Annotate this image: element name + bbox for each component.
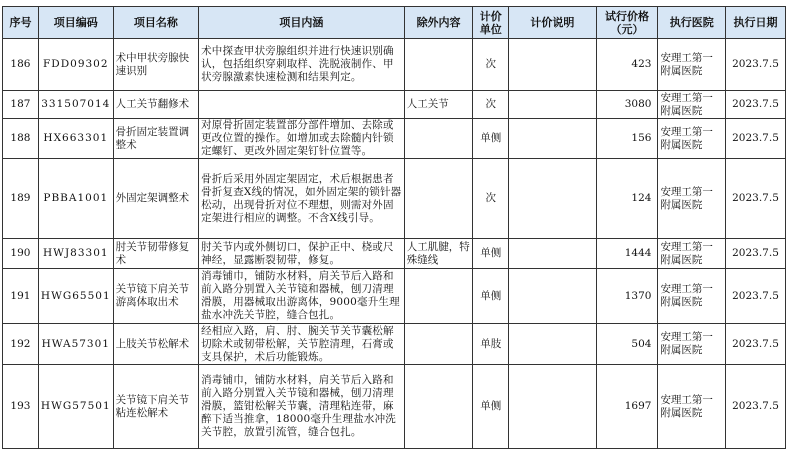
header-cell: 除外内容 — [404, 7, 473, 39]
row-number: 190 — [3, 239, 39, 269]
pricing-unit: 单侧 — [473, 119, 509, 159]
pricing-unit: 次 — [473, 39, 509, 91]
header-cell: 执行日期 — [726, 7, 786, 39]
hospital: 安理工第一附属医院 — [658, 119, 726, 159]
item-name: 关节镜下肩关节粘连松解术 — [113, 365, 198, 449]
header-cell: 执行医院 — [658, 7, 726, 39]
excluded-content — [404, 119, 473, 159]
excluded-content — [404, 324, 473, 365]
pricing-note — [509, 365, 596, 449]
trial-price: 423 — [596, 39, 658, 91]
header-cell: 试行价格（元） — [596, 7, 658, 39]
pricing-note — [509, 324, 596, 365]
excluded-content — [404, 39, 473, 91]
item-code: HWG65501 — [38, 269, 113, 324]
header-cell: 项目内涵 — [199, 7, 405, 39]
trial-price: 1370 — [596, 269, 658, 324]
table-row — [3, 39, 786, 91]
header-cell: 项目名称 — [113, 7, 198, 39]
effective-date: 2023.7.5 — [726, 239, 786, 269]
table-row — [3, 119, 786, 159]
row-number: 187 — [3, 91, 39, 119]
item-name: 人工关节翻修术 — [113, 91, 198, 119]
item-description: 消毒铺巾，铺防水材料，肩关节后入路和前入路分别置入关节镜和器械，刨刀清理滑膜，篮钳松解关节囊，清理粘连带，麻醉下适当推拿，18000毫升生理盐水冲洗关节腔，放置引流管，缝合包扎。 — [199, 365, 405, 449]
excluded-content — [404, 269, 473, 324]
hospital: 安理工第一附属医院 — [658, 159, 726, 239]
excluded-content: 人工关节 — [404, 91, 473, 119]
item-description: 经相应入路，肩、肘、腕关节关节囊松解切除术或韧带松解，关节腔清理，石膏或支具保护，术后功能锻炼。 — [199, 324, 405, 365]
row-number: 186 — [3, 39, 39, 91]
pricing-note — [509, 119, 596, 159]
pricing-note — [509, 39, 596, 91]
trial-price: 1697 — [596, 365, 658, 449]
pricing-unit: 次 — [473, 91, 509, 119]
item-name: 外固定架调整术 — [113, 159, 198, 239]
header-cell: 计价说明 — [509, 7, 596, 39]
pricing-unit: 单侧 — [473, 365, 509, 449]
hospital: 安理工第一附属医院 — [658, 324, 726, 365]
item-code: HWA57301 — [38, 324, 113, 365]
row-number: 188 — [3, 119, 39, 159]
item-description: 肘关节内或外侧切口，保护正中、桡或尺神经，显露断裂韧带，修复。 — [199, 239, 405, 269]
hospital: 安理工第一附属医院 — [658, 269, 726, 324]
excluded-content: 人工肌腱，特殊缝线 — [404, 239, 473, 269]
item-description: 术中探查甲状旁腺组织并进行快速识别确认，包括组织穿刺取样、洗脱液制作、甲状旁腺激素快速检测和结果判定。 — [199, 39, 405, 91]
hospital: 安理工第一附属医院 — [658, 91, 726, 119]
header-cell: 序号 — [3, 7, 39, 39]
effective-date: 2023.7.5 — [726, 119, 786, 159]
item-code: PBBA1001 — [38, 159, 113, 239]
table-row — [3, 324, 786, 365]
trial-price: 504 — [596, 324, 658, 365]
item-name: 骨折固定装置调整术 — [113, 119, 198, 159]
table-row — [3, 91, 786, 119]
table-row — [3, 239, 786, 269]
item-code: HWJ83301 — [38, 239, 113, 269]
row-number: 191 — [3, 269, 39, 324]
excluded-content — [404, 365, 473, 449]
price-table — [2, 6, 786, 449]
effective-date: 2023.7.5 — [726, 269, 786, 324]
hospital: 安理工第一附属医院 — [658, 365, 726, 449]
table-row — [3, 365, 786, 449]
item-name: 术中甲状旁腺快速识别 — [113, 39, 198, 91]
trial-price: 1444 — [596, 239, 658, 269]
item-name: 上肢关节松解术 — [113, 324, 198, 365]
trial-price: 3080 — [596, 91, 658, 119]
pricing-unit: 次 — [473, 159, 509, 239]
table-row — [3, 159, 786, 239]
pricing-note — [509, 239, 596, 269]
pricing-note — [509, 91, 596, 119]
effective-date: 2023.7.5 — [726, 39, 786, 91]
item-code: HX663301 — [38, 119, 113, 159]
item-code: FDD09302 — [38, 39, 113, 91]
effective-date: 2023.7.5 — [726, 324, 786, 365]
item-description: 骨折后采用外固定架固定，术后根据患者骨折复查X线的情况，如外固定架的锁针器松动，出现骨折对位不理想，则需对外固定架进行相应的调整。不含X线引导。 — [199, 159, 405, 239]
item-code: HWG57501 — [38, 365, 113, 449]
item-description — [199, 91, 405, 119]
pricing-note — [509, 159, 596, 239]
hospital: 安理工第一附属医院 — [658, 39, 726, 91]
header-cell: 项目编码 — [38, 7, 113, 39]
pricing-unit: 单肢 — [473, 324, 509, 365]
trial-price: 156 — [596, 119, 658, 159]
row-number: 189 — [3, 159, 39, 239]
item-name: 关节镜下肩关节游离体取出术 — [113, 269, 198, 324]
pricing-note — [509, 269, 596, 324]
effective-date: 2023.7.5 — [726, 91, 786, 119]
pricing-unit: 单侧 — [473, 239, 509, 269]
row-number: 192 — [3, 324, 39, 365]
item-description: 消毒铺巾，铺防水材料，肩关节后入路和前入路分别置入关节镜和器械，刨刀清理滑膜，用器械取出游离体，9000毫升生理盐水冲洗关节腔，缝合包扎。 — [199, 269, 405, 324]
header-cell: 计价单位 — [473, 7, 509, 39]
excluded-content — [404, 159, 473, 239]
item-description: 对原骨折固定装置部分部件增加、去除或更改位置的操作。如增加或去除髓内针锁定螺钉、更改外固定架钉针位置等。 — [199, 119, 405, 159]
pricing-unit: 单侧 — [473, 269, 509, 324]
hospital: 安理工第一附属医院 — [658, 239, 726, 269]
effective-date: 2023.7.5 — [726, 365, 786, 449]
item-name: 肘关节韧带修复术 — [113, 239, 198, 269]
item-code: 331507014 — [38, 91, 113, 119]
table-row — [3, 269, 786, 324]
trial-price: 124 — [596, 159, 658, 239]
effective-date: 2023.7.5 — [726, 159, 786, 239]
row-number: 193 — [3, 365, 39, 449]
header-row — [3, 7, 786, 39]
